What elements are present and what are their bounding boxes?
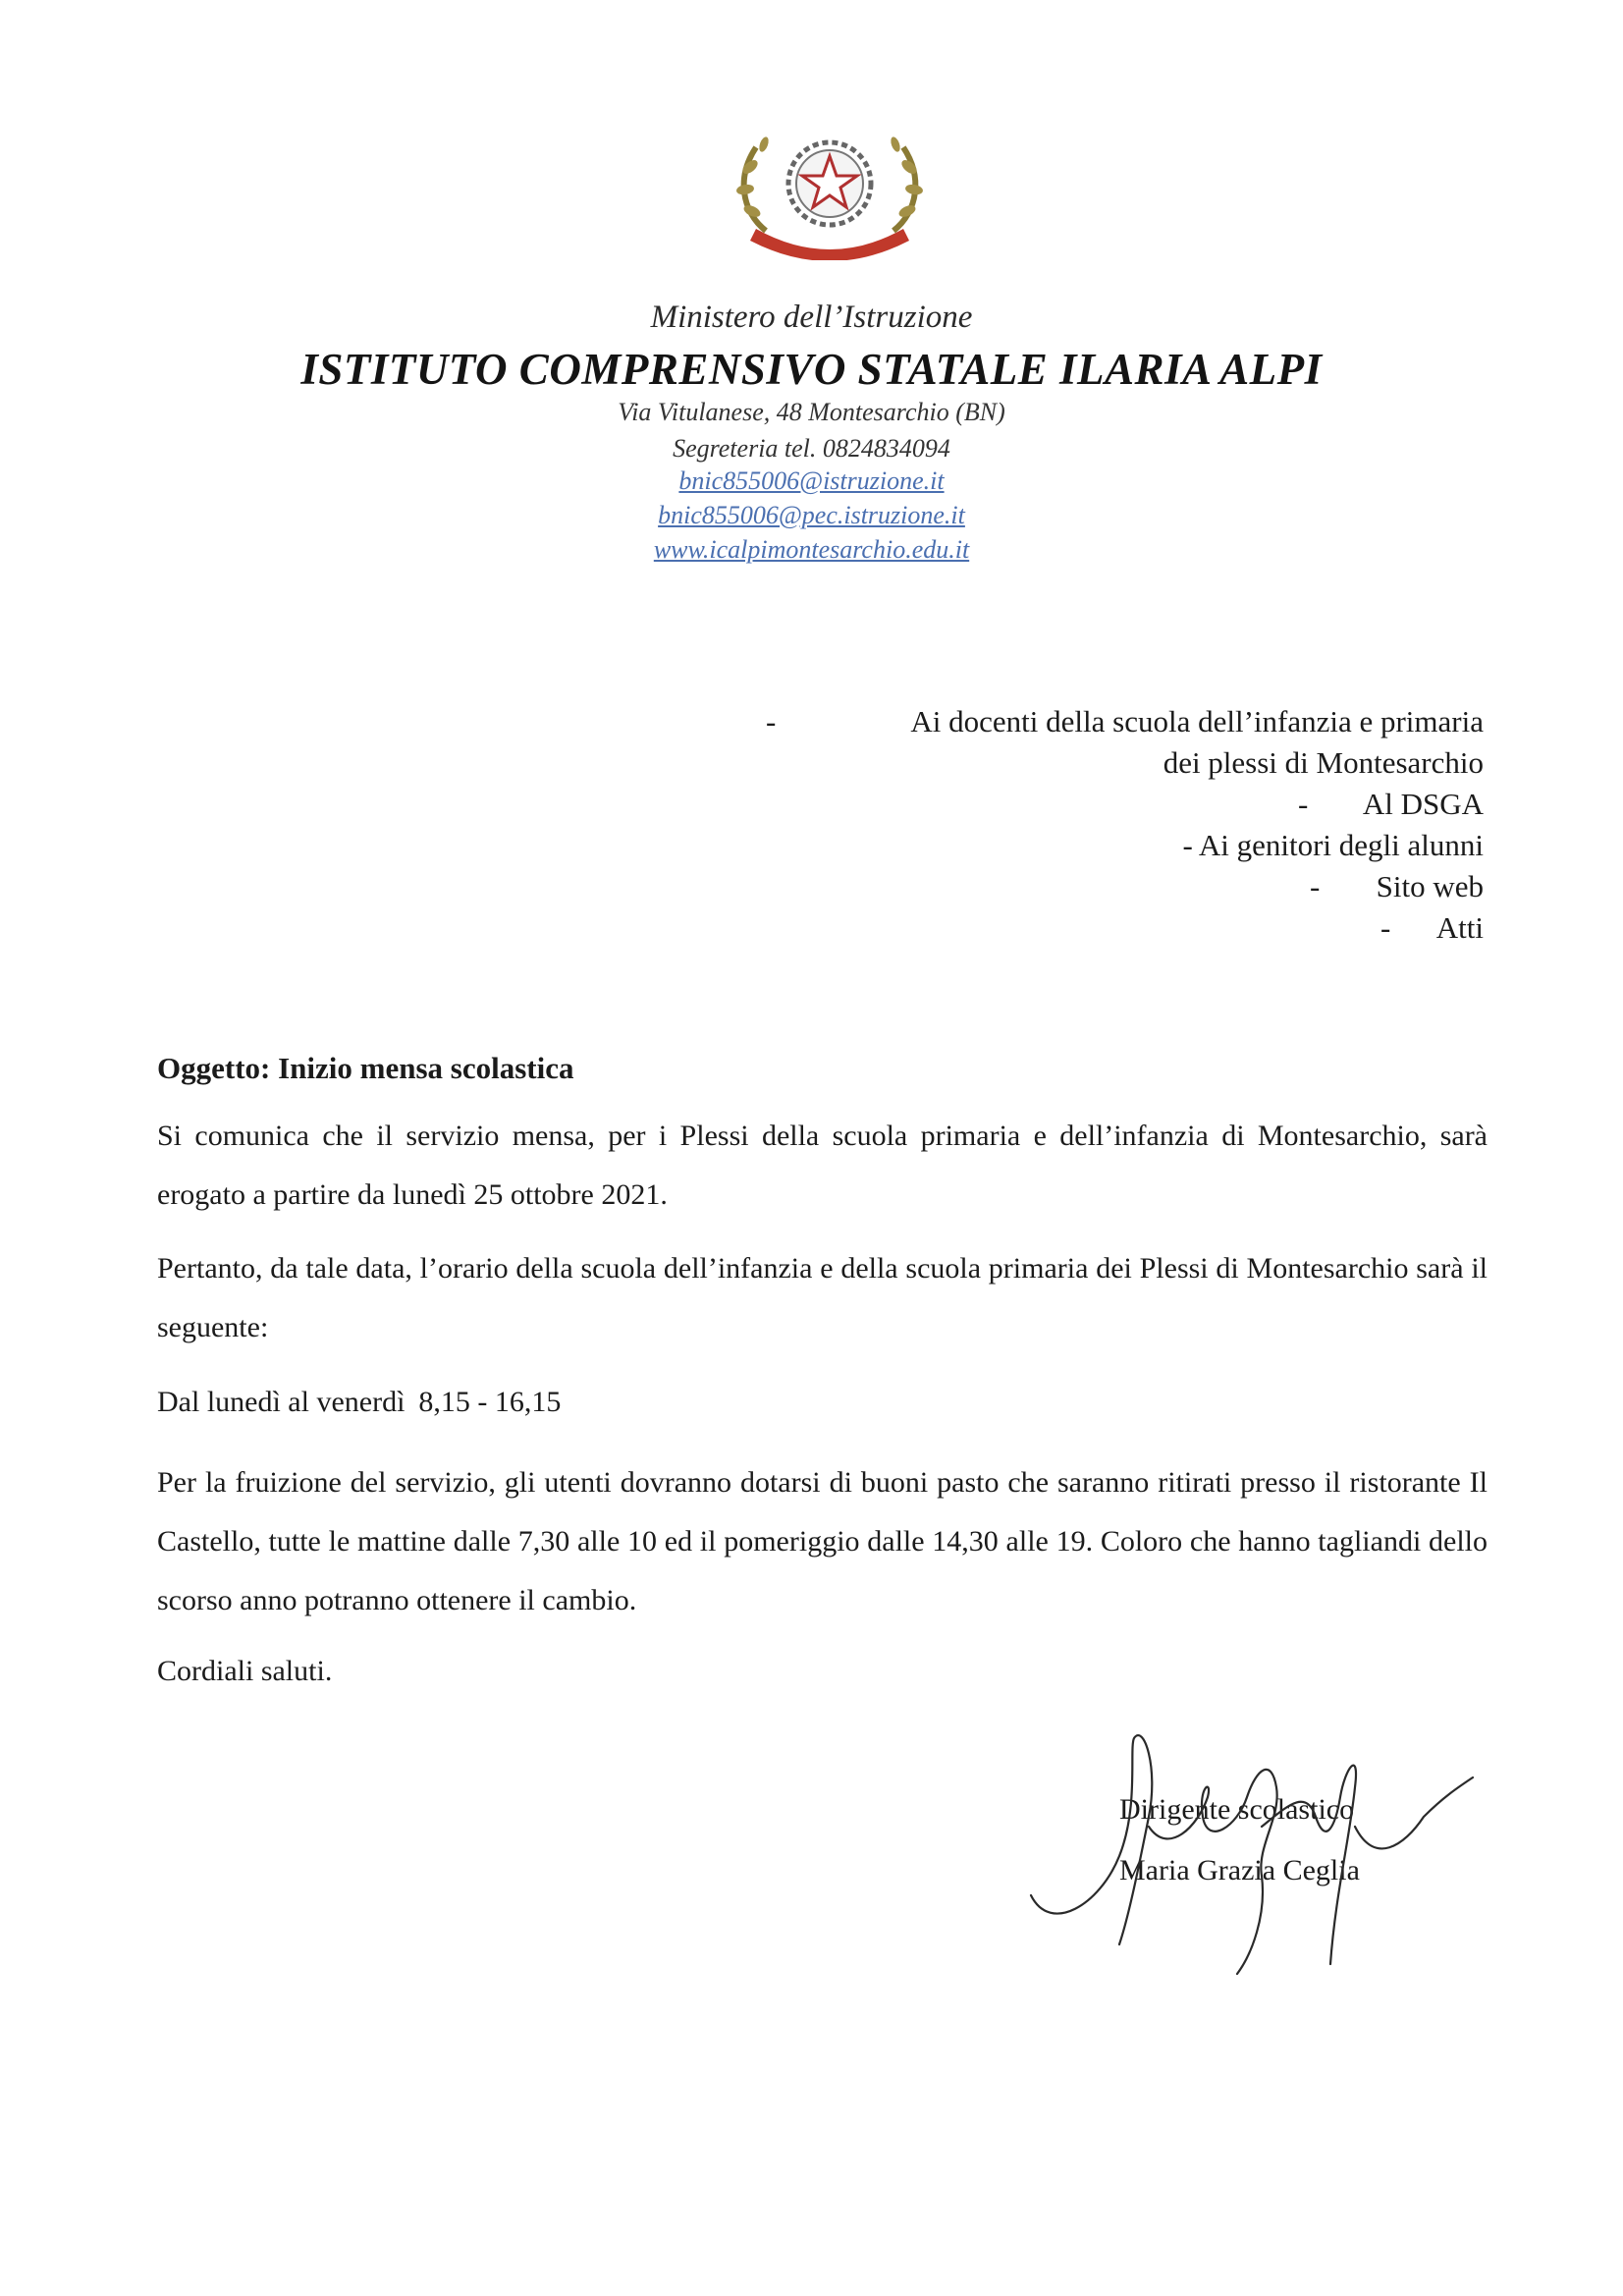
handwritten-signature-icon [1011, 1709, 1483, 2003]
ministry-name: Ministero dell’Istruzione [650, 300, 973, 335]
recipient-dash: - [1380, 910, 1391, 945]
signatory-title: Dirigente scolastico [1119, 1793, 1355, 1826]
recipient-dsga: Al DSGA [1362, 787, 1484, 821]
email-link-wrapper [0, 466, 1623, 496]
paragraph-schedule-intro: Pertanto, da tale data, l’orario della scuola dell’infanzia e della scuola primaria dei Plessi di Montesarchio sarà il seguente: [157, 1252, 1488, 1343]
website-link[interactable]: www.icalpimontesarchio.edu.it [653, 535, 970, 564]
schedule-days: Dal lunedì al venerdì [157, 1386, 406, 1418]
pec-link-wrapper [0, 501, 1623, 530]
recipient-teachers-cont: dei plessi di Montesarchio [1163, 745, 1484, 780]
signatory-name: Maria Grazia Ceglia [1119, 1854, 1360, 1886]
recipient-records: Atti [1435, 910, 1484, 945]
closing-greeting: Cordiali saluti. [157, 1655, 333, 1687]
school-address: Via Vitulanese, 48 Montesarchio (BN) [618, 398, 1005, 426]
school-name: ISTITUTO COMPRENSIVO STATALE ILARIA ALPI [300, 345, 1323, 394]
recipient-parents: - Ai genitori degli alunni [1182, 828, 1484, 862]
schedule-time: 8,15 - 16,15 [418, 1386, 562, 1418]
recipient-website: Sito web [1376, 869, 1484, 903]
recipient-dash: - [1310, 869, 1321, 903]
school-phone: Segreteria tel. 0824834094 [673, 434, 950, 463]
website-link-wrapper [0, 535, 1623, 565]
republic-emblem-icon [727, 123, 933, 260]
schedule-line [157, 1373, 1488, 1432]
recipient-dash: - [766, 704, 777, 738]
pec-email-link[interactable]: bnic855006@pec.istruzione.it [658, 501, 965, 529]
email-link[interactable]: bnic855006@istruzione.it [678, 466, 945, 495]
recipient-teachers: Ai docenti della scuola dell’infanzia e primaria [910, 704, 1484, 738]
paragraph-service-start: Si comunica che il servizio mensa, per i Plessi della scuola primaria e dell’infanzia di Montesarchio, sarà erogato a partire da lunedì 25 ottobre 2021. [157, 1120, 1488, 1211]
recipient-dash: - [1298, 787, 1309, 821]
subject-line: Oggetto: Inizio mensa scolastica [157, 1051, 574, 1085]
paragraph-meal-vouchers: Per la fruizione del servizio, gli utenti dovranno dotarsi di buoni pasto che saranno ritirati presso il ristorante Il Castello, tutte le mattine dalle 7,30 alle 10 ed il pomeriggio dalle 14,30 alle 19. Coloro che hanno tagliandi dello scorso anno potranno ottenere il cambio. [157, 1466, 1488, 1616]
